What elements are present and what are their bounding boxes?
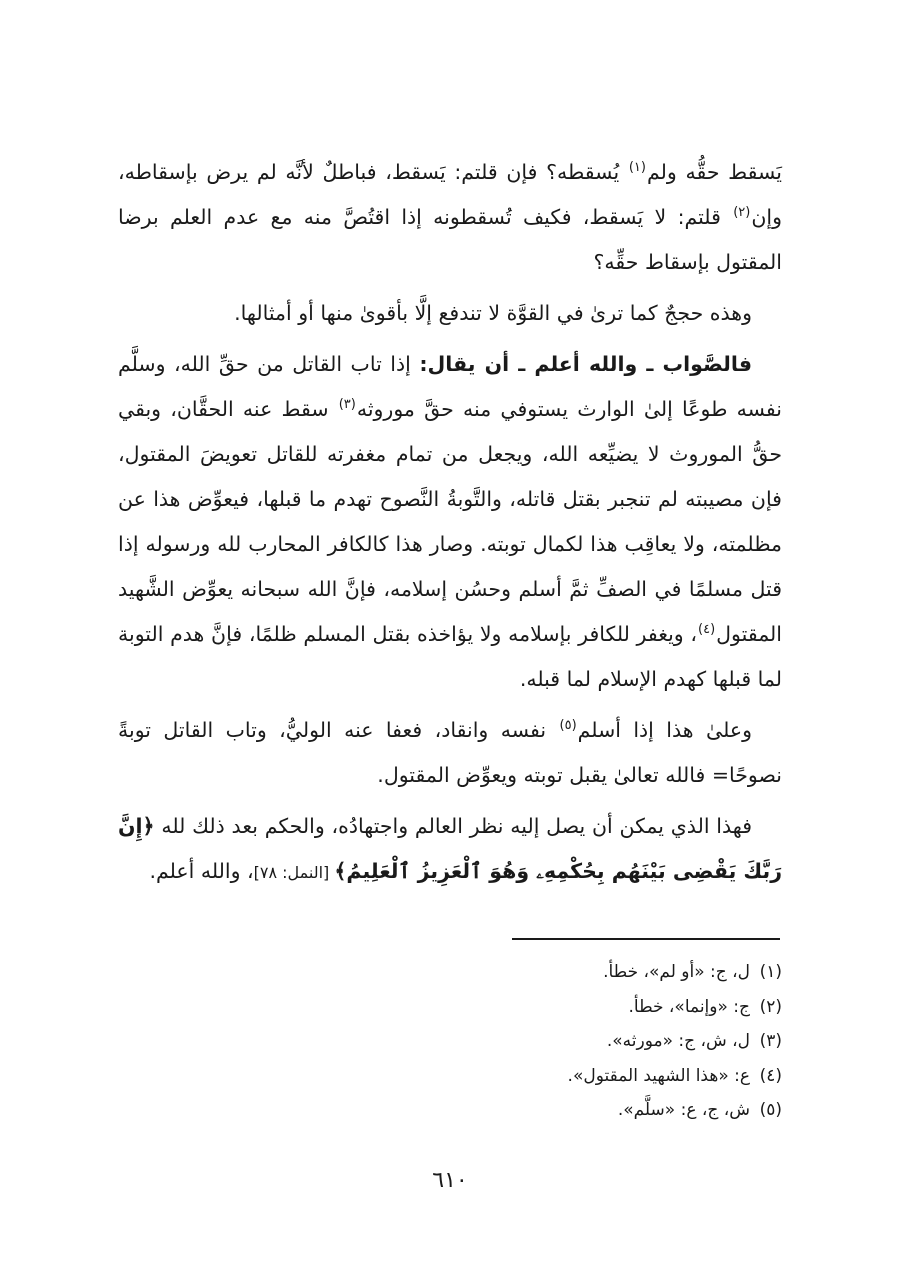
footnote-separator xyxy=(512,938,780,940)
footnote-number: (١) xyxy=(759,962,782,982)
footnote-text: ل، ج: «أو لم»، خطأ. xyxy=(603,962,750,982)
text-segment: سقط عنه الحقَّان، وبقي حقُّ الموروث لا يضيِّعه الله، ويجعل من تمام مغفرته للقاتل تعويضَ المقتول، فإن مصيبته لم تنجبر بقتل قاتله، والتَّوبةُ النَّصوح تهدم ما قبلها، فيعوِّض هذا عن مظلمته، ولا يعاقِب هذا لكمال توبته. وصار هذا كالكافر المحارب لله ورسوله إذا قتل مسلمًا في الصفِّ ثمَّ أسلم وحسُن إسلامه، فإنَّ الله سبحانه يعوِّض الشَّهيد المقتول xyxy=(118,397,782,646)
footnote-reference: (٥) xyxy=(559,718,577,734)
footnote-text: ع: «هذا الشهيد المقتول». xyxy=(567,1065,750,1086)
paragraph xyxy=(118,150,782,285)
footnote xyxy=(400,1024,782,1059)
text-segment: يُسقطه؟ فإن قلتم: يَسقط، فباطلٌ لأنَّه لم يرض بإسقاطه، وإن xyxy=(118,160,782,229)
body-text xyxy=(118,150,782,901)
text-segment: وعلىٰ هذا إذا أسلم xyxy=(577,718,752,742)
footnote-reference: (٤) xyxy=(698,622,716,638)
text-segment: وهذه حججٌ كما ترىٰ في القوَّة لا تندفع إلَّا بأقوىٰ منها أو أمثالها. xyxy=(234,301,752,325)
text-segment: قلتم: لا يَسقط، فكيف تُسقطونه إذا اقتُصَّ منه مع عدم العلم برضا المقتول بإسقاط حقِّه؟ xyxy=(118,205,782,274)
footnotes xyxy=(400,955,782,1128)
footnote-number: (٥) xyxy=(759,1100,782,1120)
quran-verse: ﴿إِنَّ رَبَّكَ يَقْضِى بَيْنَهُم بِحُكْمِهِۦ وَهُوَ ٱلْعَزِيزُ ٱلْعَلِيمُ﴾ xyxy=(118,814,782,883)
footnote-number: (٣) xyxy=(759,1031,782,1051)
text-segment: فهذا الذي يمكن أن يصل إليه نظر العالم واجتهادُه، والحكم بعد ذلك لله xyxy=(154,814,752,838)
paragraph xyxy=(118,804,782,895)
text-segment: ، والله أعلم. xyxy=(149,859,254,883)
footnote xyxy=(400,955,782,990)
footnote-reference: (٣) xyxy=(338,397,356,413)
bold-text: فالصَّواب ـ والله أعلم ـ أن يقال: xyxy=(419,352,752,376)
footnote xyxy=(400,990,782,1025)
footnote-reference: (٢) xyxy=(733,205,751,221)
page-number: ٦١٠ xyxy=(432,1168,468,1193)
paragraph xyxy=(118,708,782,798)
text-segment: يَسقط حقُّه ولم xyxy=(646,160,782,184)
footnote-number: (٢) xyxy=(759,996,782,1017)
text-segment: نفسه وانقاد، فعفا عنه الوليُّ، وتاب القاتل توبةً نصوحًا= فالله تعالىٰ يقبل توبته ويعوِّض المقتول. xyxy=(118,718,782,787)
footnote-text: ش، ج، ع: «سلَّم». xyxy=(617,1100,750,1120)
footnote xyxy=(400,1059,782,1094)
paragraph xyxy=(118,291,782,336)
text-segment: إذا تاب القاتل من حقِّ الله، وسلَّم نفسه طوعًا إلىٰ الوارث يستوفي منه حقَّ موروثه xyxy=(118,352,782,421)
footnote-number: (٤) xyxy=(759,1065,782,1086)
footnote-text: ج: «وإنما»، خطأ. xyxy=(628,996,750,1017)
footnote-text: ل، ش، ج: «مورثه». xyxy=(606,1031,750,1051)
footnote xyxy=(400,1093,782,1128)
paragraph xyxy=(118,342,782,702)
verse-citation: [النمل: ٧٨] xyxy=(253,863,335,882)
footnote-reference: (١) xyxy=(628,160,646,176)
text-segment: ، ويغفر للكافر بإسلامه ولا يؤاخذه بقتل المسلم ظلمًا، فإنَّ هدم التوبة لما قبلها كهدم الإسلام لما قبله. xyxy=(118,622,782,691)
